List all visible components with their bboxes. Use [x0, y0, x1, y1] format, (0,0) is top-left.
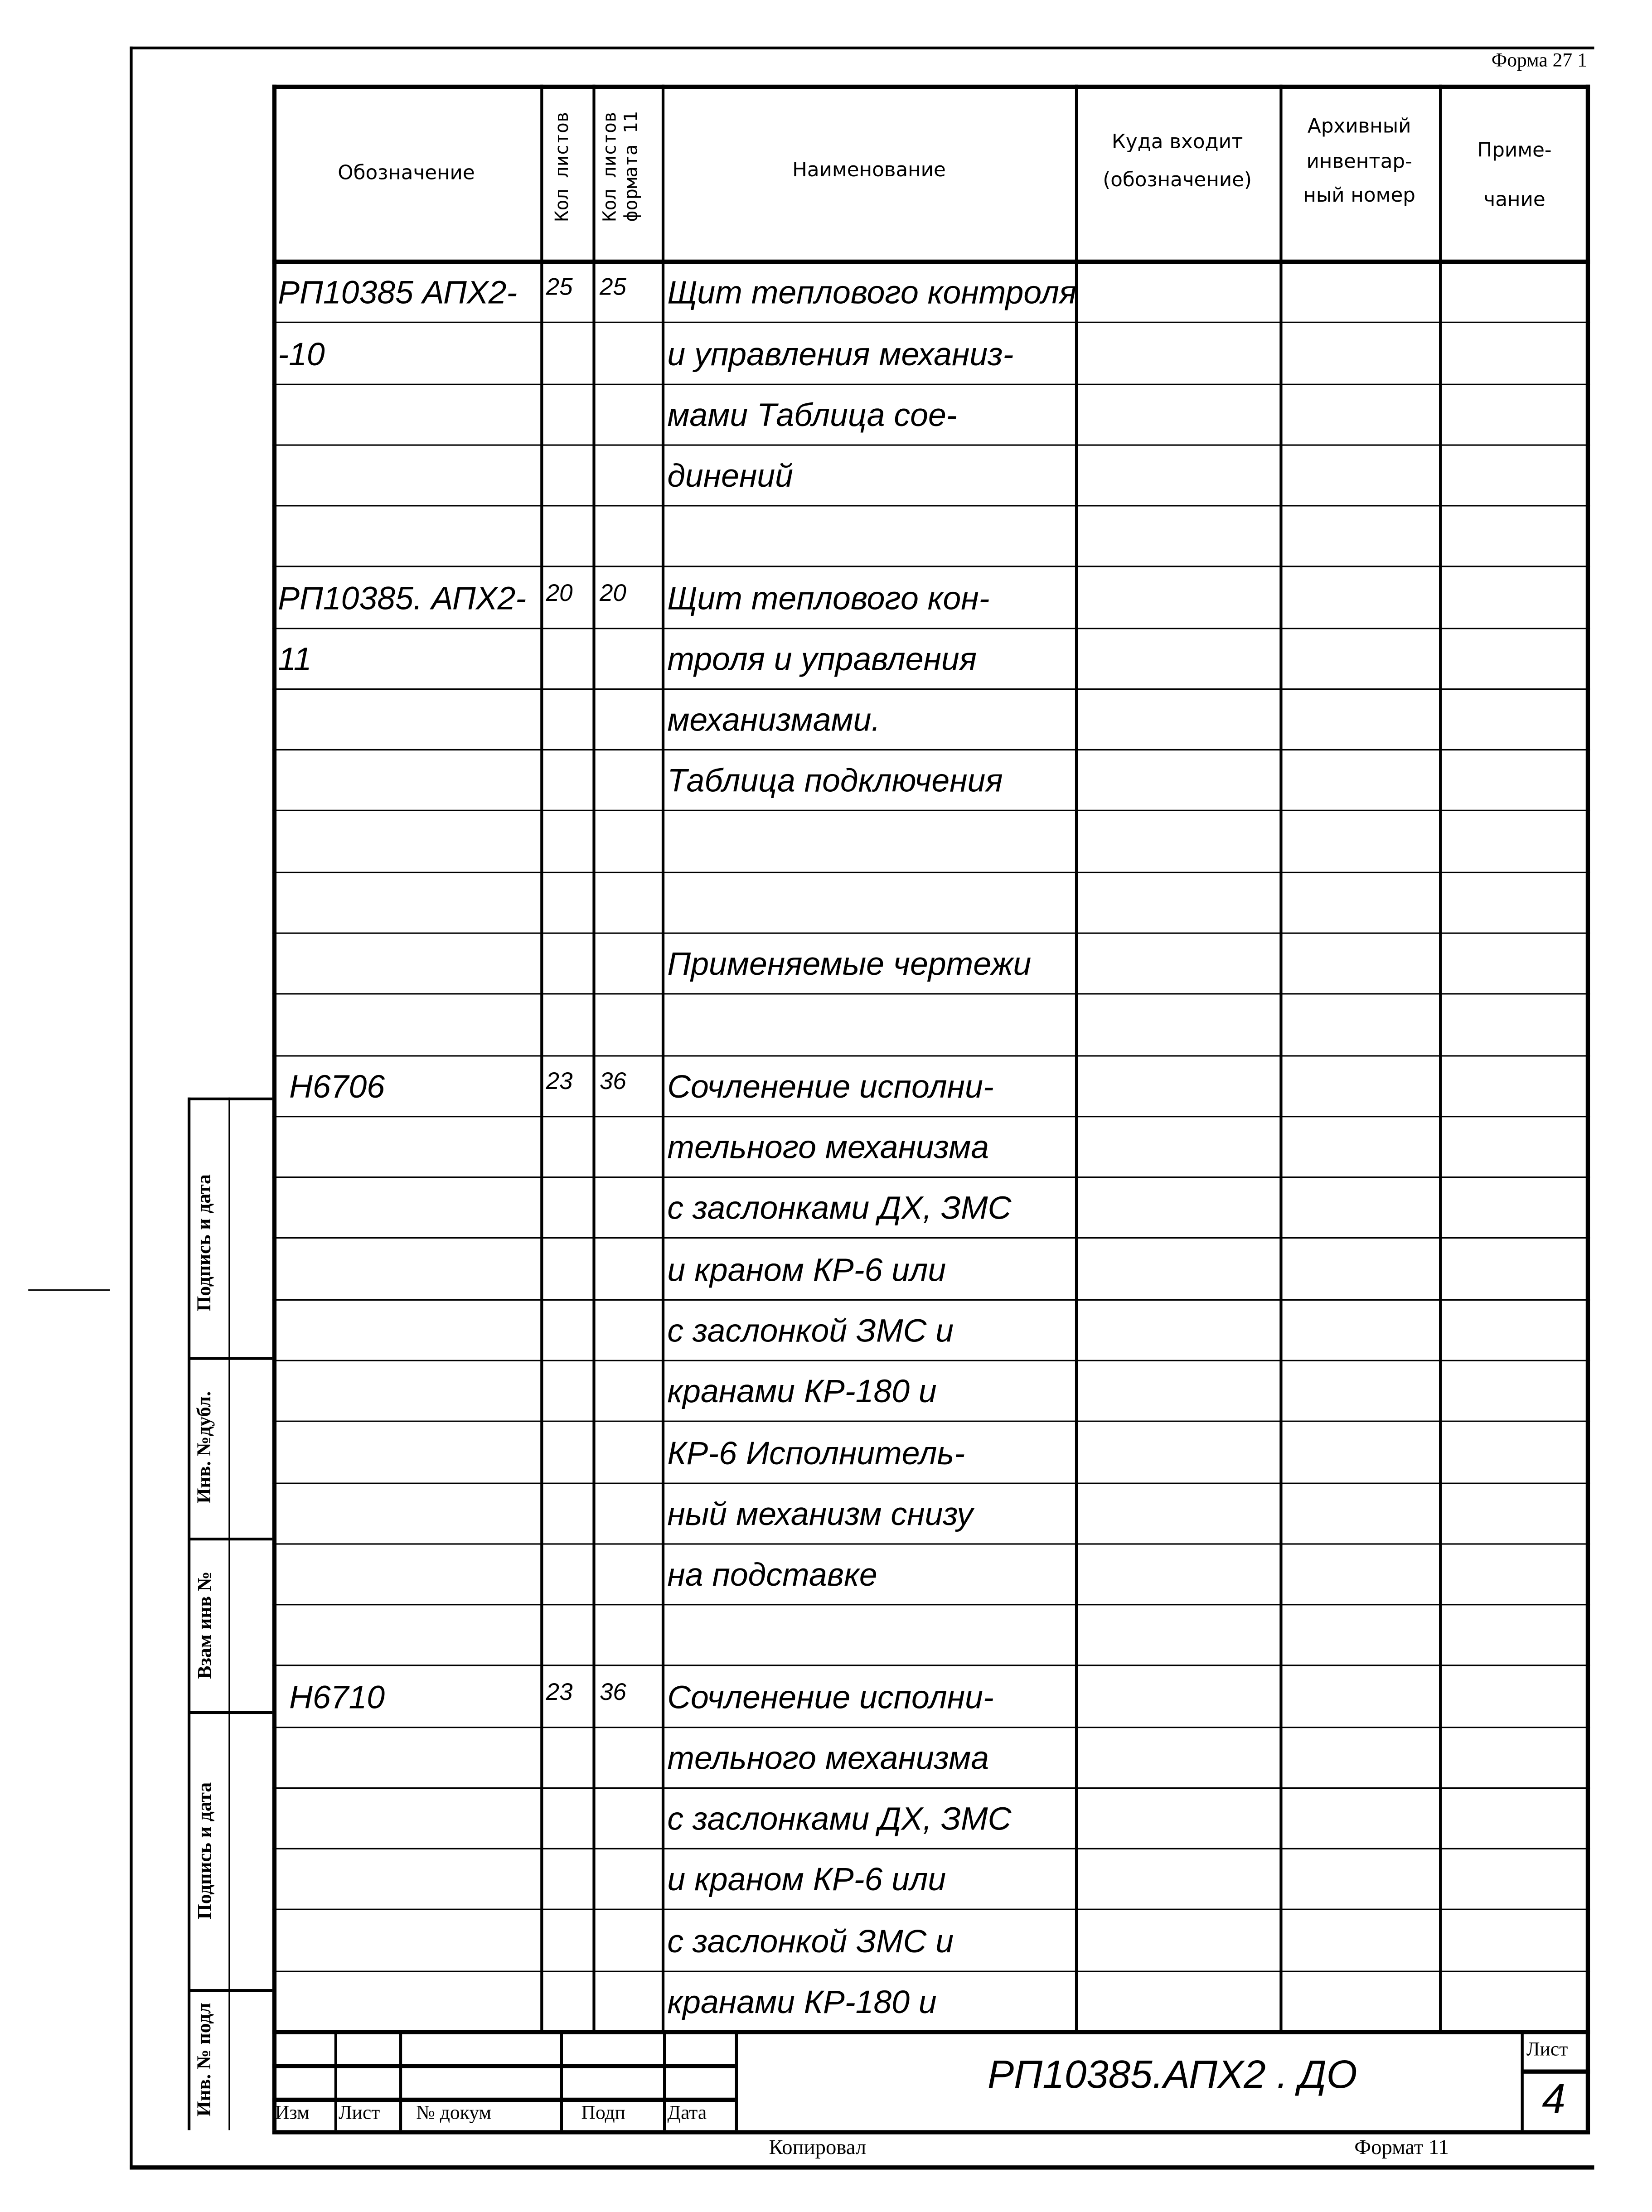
table-row: [0, 383, 1652, 444]
title-doc-no: № докум: [416, 2103, 492, 2125]
row-sheet-count-format: 25: [599, 274, 626, 301]
row-designation: РП10385 АПХ2-: [278, 274, 518, 311]
row-name: кранами КР-180 и: [667, 1983, 937, 2020]
row-name: с заслонкой ЗМС и: [667, 1312, 954, 1349]
row-sheet-count: 23: [546, 1678, 573, 1705]
row-sheet-count-format: 36: [599, 1067, 626, 1095]
row-name: динений: [667, 457, 794, 494]
table-row: [0, 688, 1652, 750]
title-block-divider: [399, 2031, 402, 2130]
title-block-bottom: [272, 2130, 1590, 2134]
table-row: [0, 871, 1652, 933]
row-name: с заслонкой ЗМС и: [667, 1922, 954, 1959]
row-name: Щит теплового кон-: [667, 579, 990, 616]
footer-copied: Копировал: [769, 2137, 867, 2160]
table-row: [0, 627, 1652, 688]
punch-mark: [28, 1289, 110, 1291]
table-row: [0, 566, 1652, 627]
title-izm: Изм: [275, 2103, 310, 2125]
title-list: Лист: [339, 2103, 380, 2125]
header-archive-line1: Архивный: [1307, 116, 1411, 139]
row-name: тельного механизма: [667, 1739, 989, 1776]
row-name: и краном КР-6 или: [667, 1251, 946, 1288]
row-designation: Н6706: [289, 1067, 385, 1104]
side-label: Инв. №дубл.: [194, 1391, 216, 1504]
row-name: на подставке: [667, 1556, 877, 1593]
row-sheet-count: 25: [546, 274, 573, 301]
row-name: Сочленение исполни-: [667, 1678, 994, 1715]
row-name: мами Таблица сое-: [667, 396, 957, 433]
header-where-used: [1075, 124, 1279, 199]
side-label: Подпись и дата: [194, 1174, 216, 1312]
form-label: Форма 27 1: [1491, 51, 1587, 72]
row-name: и краном КР-6 или: [667, 1861, 946, 1898]
header-note: [1439, 127, 1590, 226]
table-row: [0, 261, 1652, 322]
header-name: Наименование: [792, 159, 946, 182]
header-where-used-line2: (обозначение): [1103, 169, 1252, 192]
row-sheet-count-format: 36: [599, 1678, 626, 1705]
row-name: тельного механизма: [667, 1128, 989, 1166]
header-archive: [1279, 110, 1439, 214]
header-note-line1: Приме-: [1477, 140, 1552, 162]
row-name: механизмами.: [667, 701, 881, 738]
footer-format: Формат 11: [1354, 2137, 1449, 2160]
header-sheet-count: Кол листов: [552, 111, 574, 222]
row-name: Сочленение исполни-: [667, 1067, 994, 1104]
table-row: [0, 750, 1652, 811]
title-block-divider: [334, 2031, 337, 2130]
title-block-divider: [1521, 2031, 1524, 2130]
title-date: Дата: [667, 2103, 707, 2125]
row-name: троля и управления: [667, 640, 977, 677]
header-sheet-count-format: Кол листов формата 11: [600, 111, 643, 222]
header-note-line2: чание: [1483, 189, 1545, 212]
title-block-divider: [735, 2031, 738, 2130]
row-designation: РП10385. АПХ2-: [278, 579, 527, 616]
header-archive-line2: инвентар-: [1306, 150, 1412, 173]
row-sheet-count-format: 20: [599, 579, 626, 606]
side-strip-divider: [228, 1098, 230, 2130]
row-name: с заслонками ДХ, ЗМС: [667, 1800, 1012, 1837]
table-row: [0, 993, 1652, 1055]
row-sheet-count: 23: [546, 1067, 573, 1095]
table-row: [0, 933, 1652, 994]
header-where-used-line1: Куда входит: [1111, 131, 1243, 154]
row-name: с заслонками ДХ, ЗМС: [667, 1190, 1012, 1227]
sheet-number: 4: [1542, 2076, 1566, 2123]
title-block-divider: [663, 2031, 666, 2130]
row-name: ный механизм снизу: [667, 1495, 974, 1532]
row-designation: -10: [278, 335, 325, 372]
sheet-label: Лист: [1526, 2040, 1568, 2061]
side-label: Подпись и дата: [194, 1781, 216, 1919]
header-designation: Обозначение: [338, 162, 475, 185]
table-row: [0, 322, 1652, 383]
side-label: Взам инв №: [194, 1570, 216, 1679]
title-sign: Подп: [581, 2103, 625, 2125]
row-designation: Н6710: [289, 1678, 385, 1715]
row-name: и управления механиз-: [667, 335, 1014, 372]
title-block-divider: [560, 2031, 563, 2130]
row-name: Таблица подключения: [667, 762, 1003, 799]
row-name: Применяемые чертежи: [667, 945, 1032, 983]
header-archive-line3: ный номер: [1303, 184, 1415, 208]
side-label: Инв. № подл: [194, 2003, 216, 2117]
table-row: [0, 444, 1652, 505]
row-name: Щит теплового контроля: [667, 274, 1077, 311]
row-sheet-count: 20: [546, 579, 573, 606]
table-row: [0, 505, 1652, 566]
row-designation: 11: [278, 640, 312, 677]
table-row: [0, 810, 1652, 871]
row-name: кранами КР-180 и: [667, 1373, 937, 1410]
row-name: КР-6 Исполнитель-: [667, 1434, 965, 1471]
sheet-cell-divider: [1521, 2069, 1590, 2073]
document-code: РП10385.АПХ2 . ДО: [987, 2052, 1357, 2096]
title-block-top: [272, 2030, 1590, 2034]
